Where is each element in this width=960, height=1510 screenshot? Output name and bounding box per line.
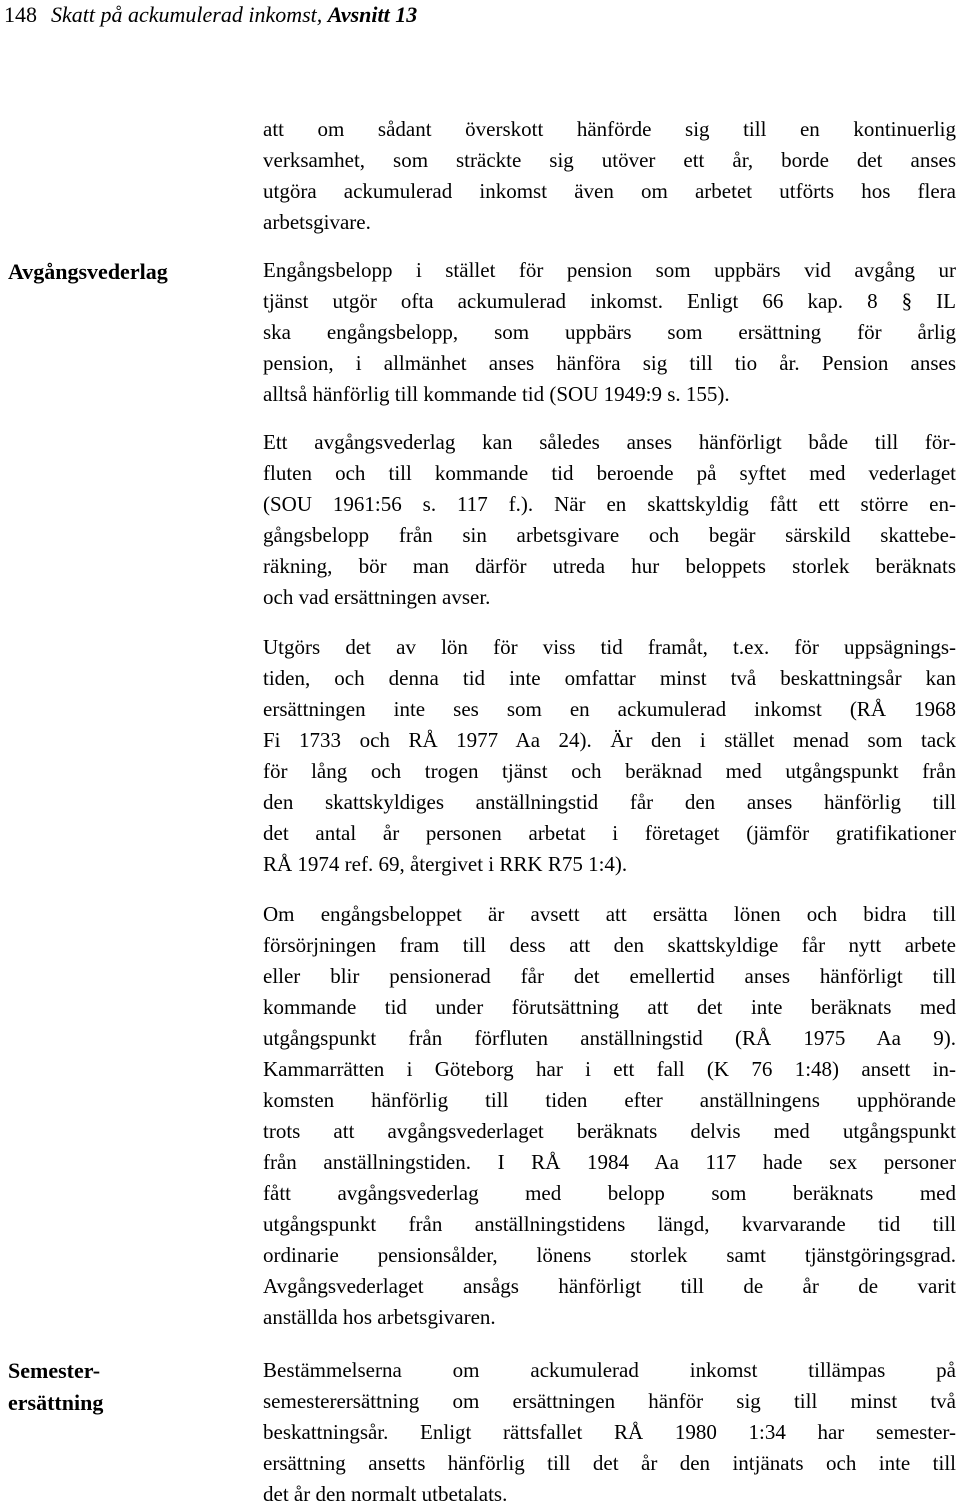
text-line: ordinarie pensionsålder, lönens storlek samt tjänstgöringsgrad. xyxy=(263,1243,956,1267)
text-line: ersättning ansetts hänförlig till det år den intjänats och inte till xyxy=(263,1451,956,1475)
text-line: pension, i allmänhet anses hänföra sig till tio år. Pension anses xyxy=(263,351,956,375)
text-line: för lång och trogen tjänst och beräknad med utgångspunkt från xyxy=(263,759,956,783)
paragraph-2 xyxy=(263,255,956,410)
text-line: komsten hänförlig till tiden efter anställningens upphörande xyxy=(263,1088,956,1112)
text-line: (SOU 1961:56 s. 117 f.). När en skattskyldig fått ett större en- xyxy=(263,492,956,516)
text-line: Fi 1733 och RÅ 1977 Aa 24). Är den i stället menad som tack xyxy=(263,728,956,752)
text-line: Avgångsvederlaget ansågs hänförligt till de år de varit xyxy=(263,1274,956,1298)
text-line: fått avgångsvederlag med belopp som beräknats med xyxy=(263,1181,956,1205)
side-heading-semesterersattning xyxy=(8,1355,103,1419)
paragraph-1 xyxy=(263,114,956,238)
paragraph-6 xyxy=(263,1355,956,1510)
text-line: från anställningstiden. I RÅ 1984 Aa 117 hade sex personer xyxy=(263,1150,956,1174)
text-line: beskattningsår. Enligt rättsfallet RÅ 1980 1:34 har semester- xyxy=(263,1420,956,1444)
text-line: att om sådant överskott hänförde sig till en kontinuerlig xyxy=(263,117,956,141)
text-line: den skattskyldiges anställningstid får den anses hänförlig till xyxy=(263,790,956,814)
text-line: Engångsbelopp i stället för pension som uppbärs vid avgång ur xyxy=(263,258,956,282)
text-line: utgångspunkt från förfluten anställningstid (RÅ 1975 Aa 9). xyxy=(263,1026,956,1050)
text-line: gångsbelopp från sin arbetsgivare och begär särskild skattebe- xyxy=(263,523,956,547)
text-line: anställda hos arbetsgivaren. xyxy=(263,1305,496,1329)
text-line: ersättningen inte ses som en ackumulerad inkomst (RÅ 1968 xyxy=(263,697,956,721)
text-line: tjänst utgör ofta ackumulerad inkomst. Enligt 66 kap. 8 § IL xyxy=(263,289,956,313)
side-heading-line: ersättning xyxy=(8,1390,104,1415)
side-heading-text: Avgångsvederlag xyxy=(8,259,168,284)
running-title xyxy=(51,2,417,27)
text-line: trots att avgångsvederlaget beräknats delvis med utgångspunkt xyxy=(263,1119,956,1143)
text-line: Kammarrätten i Göteborg har i ett fall (K 76 1:48) ansett in- xyxy=(263,1057,956,1081)
text-line: Utgörs det av lön för viss tid framåt, t.ex. för uppsägnings- xyxy=(263,635,956,659)
text-line: Ett avgångsvederlag kan således anses hänförligt både till för- xyxy=(263,430,956,454)
side-heading-line: Semester- xyxy=(8,1358,101,1383)
text-line: Bestämmelserna om ackumulerad inkomst tillämpas på xyxy=(263,1358,956,1382)
text-line: utgöra ackumulerad inkomst även om arbetet utförts hos flera xyxy=(263,179,956,203)
paragraph-3 xyxy=(263,427,956,613)
text-line: Om engångsbeloppet är avsett att ersätta lönen och bidra till xyxy=(263,902,956,926)
text-line: verksamhet, som sträckte sig utöver ett år, borde det anses xyxy=(263,148,956,172)
paragraph-4 xyxy=(263,632,956,880)
text-line: försörjningen fram till dess att den skattskyldige får nytt arbete xyxy=(263,933,956,957)
page-number: 148 xyxy=(4,2,37,27)
text-line: semesterersättning om ersättningen hänför sig till minst två xyxy=(263,1389,956,1413)
text-line: RÅ 1974 ref. 69, återgivet i RRK R75 1:4). xyxy=(263,852,628,876)
text-line: arbetsgivare. xyxy=(263,210,371,234)
text-line: tiden, och denna tid inte omfattar minst två beskattningsår kan xyxy=(263,666,956,690)
text-line: eller blir pensionerad får det emellertid anses hänförligt till xyxy=(263,964,956,988)
text-line: kommande tid under förutsättning att det inte beräknats med xyxy=(263,995,956,1019)
text-line: fluten och till kommande tid beroende på syftet med vederlaget xyxy=(263,461,956,485)
text-line: och vad ersättningen avser. xyxy=(263,585,491,609)
page-header xyxy=(4,0,417,36)
running-title-text: Skatt på ackumulerad inkomst, xyxy=(51,2,328,27)
running-title-section: Avsnitt 13 xyxy=(327,2,418,27)
text-line: utgångspunkt från anställningstidens längd, kvarvarande tid till xyxy=(263,1212,956,1236)
text-line: det antal år personen arbetat i företaget (jämför gratifikationer xyxy=(263,821,956,845)
text-line: alltså hänförlig till kommande tid (SOU 1949:9 s. 155). xyxy=(263,382,730,406)
paragraph-5 xyxy=(263,899,956,1333)
text-line: det år den normalt utbetalats. xyxy=(263,1482,508,1506)
text-line: ska engångsbelopp, som uppbärs som ersättning för årlig xyxy=(263,320,956,344)
text-line: räkning, bör man därför utreda hur beloppets storlek beräknats xyxy=(263,554,956,578)
side-heading-avgangsvederlag xyxy=(8,256,168,288)
